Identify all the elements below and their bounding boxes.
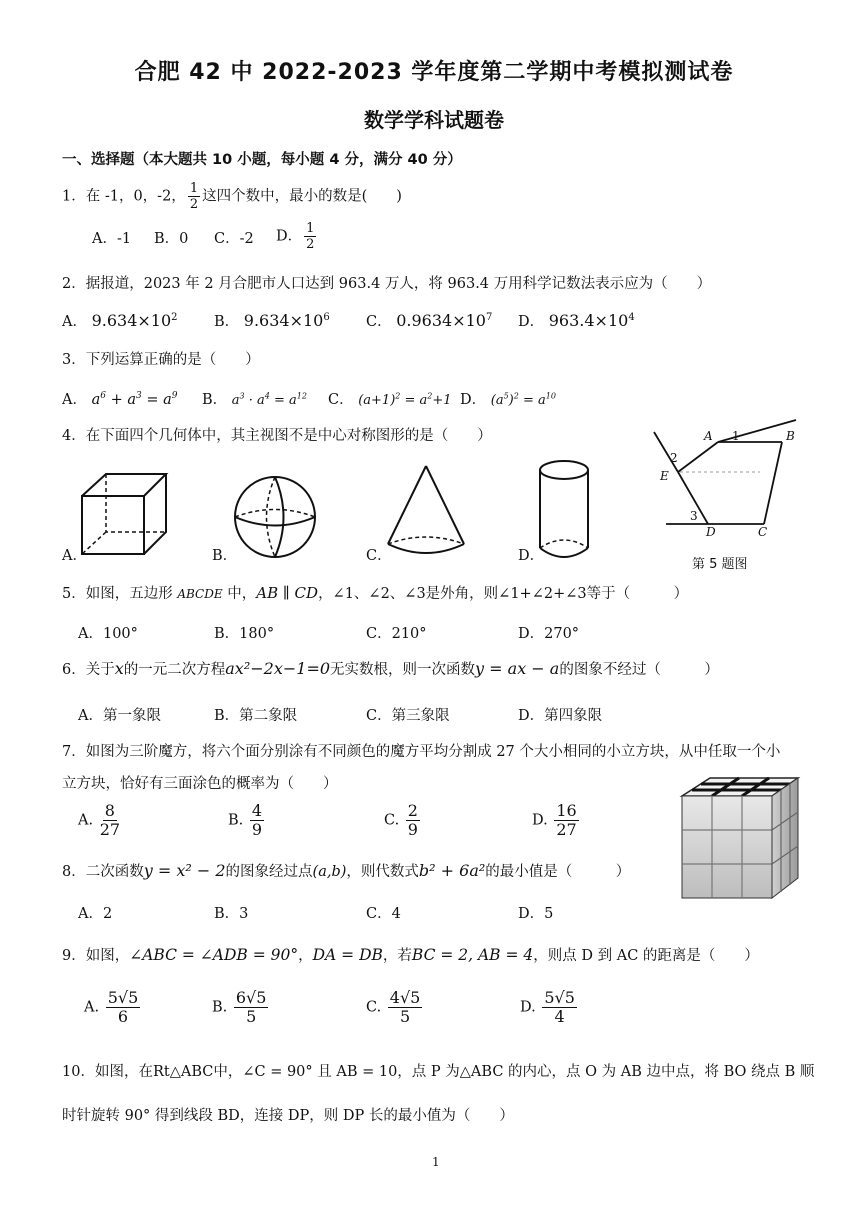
q5-option-c: C．210°	[366, 626, 427, 642]
pentagon-figure	[640, 418, 810, 548]
q4-option-c: C．	[366, 548, 392, 564]
q1-suffix: 这四个数中，最小的数是( )	[202, 188, 402, 205]
q7-option-c: C. $\frac{2}{9}$	[384, 801, 418, 839]
q2-option-d: D． $963.4\times 10^4$	[518, 311, 635, 330]
sphere-figure	[232, 474, 318, 560]
q9-option-b: B. $\frac{6√5}{5}$	[212, 988, 267, 1026]
figure-5-caption: 第 5 题图	[692, 557, 748, 572]
q8-option-b: B．3	[214, 906, 249, 922]
label-c: C	[758, 525, 768, 539]
q1-option-a: A．-1	[92, 231, 132, 247]
cylinder-figure	[534, 458, 594, 562]
q6-option-a: A．第一象限	[78, 708, 161, 724]
q1-option-d: D． $\frac{1}{2}$	[276, 221, 315, 252]
cone-figure	[382, 462, 472, 558]
cube-figure	[78, 470, 170, 558]
q3-option-d: D． $(a^5)^2 = a^{10}$	[460, 391, 556, 408]
q8-option-c: C．4	[366, 906, 401, 922]
question-4: 4．在下面四个几何体中，其主视图不是中心对称图形的是（ ）	[62, 428, 492, 444]
q4-option-b: B．	[212, 548, 238, 564]
q5-option-b: B．180°	[214, 626, 275, 642]
q6-option-b: B．第二象限	[214, 708, 298, 724]
label-3: 3	[690, 509, 698, 523]
question-8: 8．二次函数y = x² − 2的图象经过点(a,b)，则代数式b² + 6a²的最小值是（ ）	[62, 861, 631, 880]
label-b: B	[786, 429, 795, 443]
q4-option-a: A．	[62, 548, 87, 564]
q9-option-a: A. $\frac{5√5}{6}$	[84, 988, 139, 1026]
q5-option-a: A．100°	[78, 626, 138, 642]
q2-option-c: C． $0.9634\times 10^7$	[366, 311, 493, 330]
question-7-line-1: 7．如图为三阶魔方，将六个面分别涂有不同颜色的魔方平均分割成 27 个大小相同的小立方块，从中任取一个小	[62, 744, 781, 760]
q9-option-c: C. $\frac{4√5}{5}$	[366, 988, 421, 1026]
q3-option-a: A． $a^6 + a^3 = a^9$	[62, 391, 178, 408]
question-10-line-1: 10．如图，在Rt△ABC中，∠C = 90° 且 AB = 10，点 P 为△ABC 的内心，点 O 为 AB 边中点，将 BO 绕点 B 顺	[62, 1064, 815, 1080]
q1-prefix: 1．在 -1，0，-2，	[62, 188, 186, 205]
section-heading: 一、选择题（本大题共 10 小题，每小题 4 分，满分 40 分）	[62, 152, 462, 168]
question-7-line-2: 立方块，恰好有三面涂色的概率为（ ）	[62, 776, 338, 792]
question-2: 2．据报道，2023 年 2 月合肥市人口达到 963.4 万人，将 963.4 万用科学记数法表示应为（ ）	[62, 276, 712, 292]
q3-option-c: C． $(a+1)^2 = a^2+1$	[328, 391, 452, 408]
q6-option-c: C．第三象限	[366, 708, 450, 724]
q1-option-c: C．-2	[214, 231, 254, 247]
question-5: 5．如图，五边形 ABCDE 中，AB ∥ CD，∠1、∠2、∠3是外角，则∠1+∠2+∠3等于（ ）	[62, 584, 689, 602]
page-number: 1	[432, 1155, 440, 1169]
question-10-line-2: 时针旋转 90° 得到线段 BD，连接 DP，则 DP 长的最小值为（ ）	[62, 1108, 514, 1124]
q9-option-d: D. $\frac{5√5}{4}$	[520, 988, 575, 1026]
question-3: 3．下列运算正确的是（ ）	[62, 352, 260, 368]
q7-option-a: A. $\frac{8}{27}$	[78, 801, 121, 839]
label-1: 1	[732, 429, 740, 443]
label-e: E	[660, 469, 669, 483]
page-title: 合肥 42 中 2022-2023 学年度第二学期中考模拟测试卷	[134, 60, 734, 85]
q7-option-b: B. $\frac{4}{9}$	[228, 801, 263, 839]
q7-option-d: D. $\frac{16}{27}$	[532, 801, 577, 839]
label-2: 2	[670, 451, 678, 465]
question-6: 6．关于x的一元二次方程ax²−2x−1=0无实数根，则一次函数y = ax − a的图象不经过（ ）	[62, 659, 719, 678]
q4-option-d: D．	[518, 548, 545, 564]
q8-option-a: A．2	[78, 906, 113, 922]
q6-option-d: D．第四象限	[518, 708, 603, 724]
question-1	[62, 182, 402, 211]
q1-option-b: B．0	[154, 231, 189, 247]
question-9: 9．如图，∠ABC = ∠ADB = 90°，DA = DB，若BC = 2, AB = 4，则点 D 到 AC 的距离是（ ）	[62, 946, 759, 964]
label-a: A	[704, 429, 713, 443]
label-d: D	[706, 525, 716, 539]
q8-option-d: D．5	[518, 906, 554, 922]
q3-option-b: B． $a^3 \cdot a^4 = a^{12}$	[202, 391, 307, 408]
q5-option-d: D．270°	[518, 626, 580, 642]
q2-option-b: B． $9.634\times 10^6$	[214, 311, 330, 330]
rubiks-cube-figure	[676, 774, 804, 902]
q2-option-a: A． $9.634\times 10^2$	[62, 311, 178, 330]
q1-fraction: $\frac{1}{2}$	[189, 181, 199, 212]
page-subtitle: 数学学科试题卷	[364, 108, 504, 132]
